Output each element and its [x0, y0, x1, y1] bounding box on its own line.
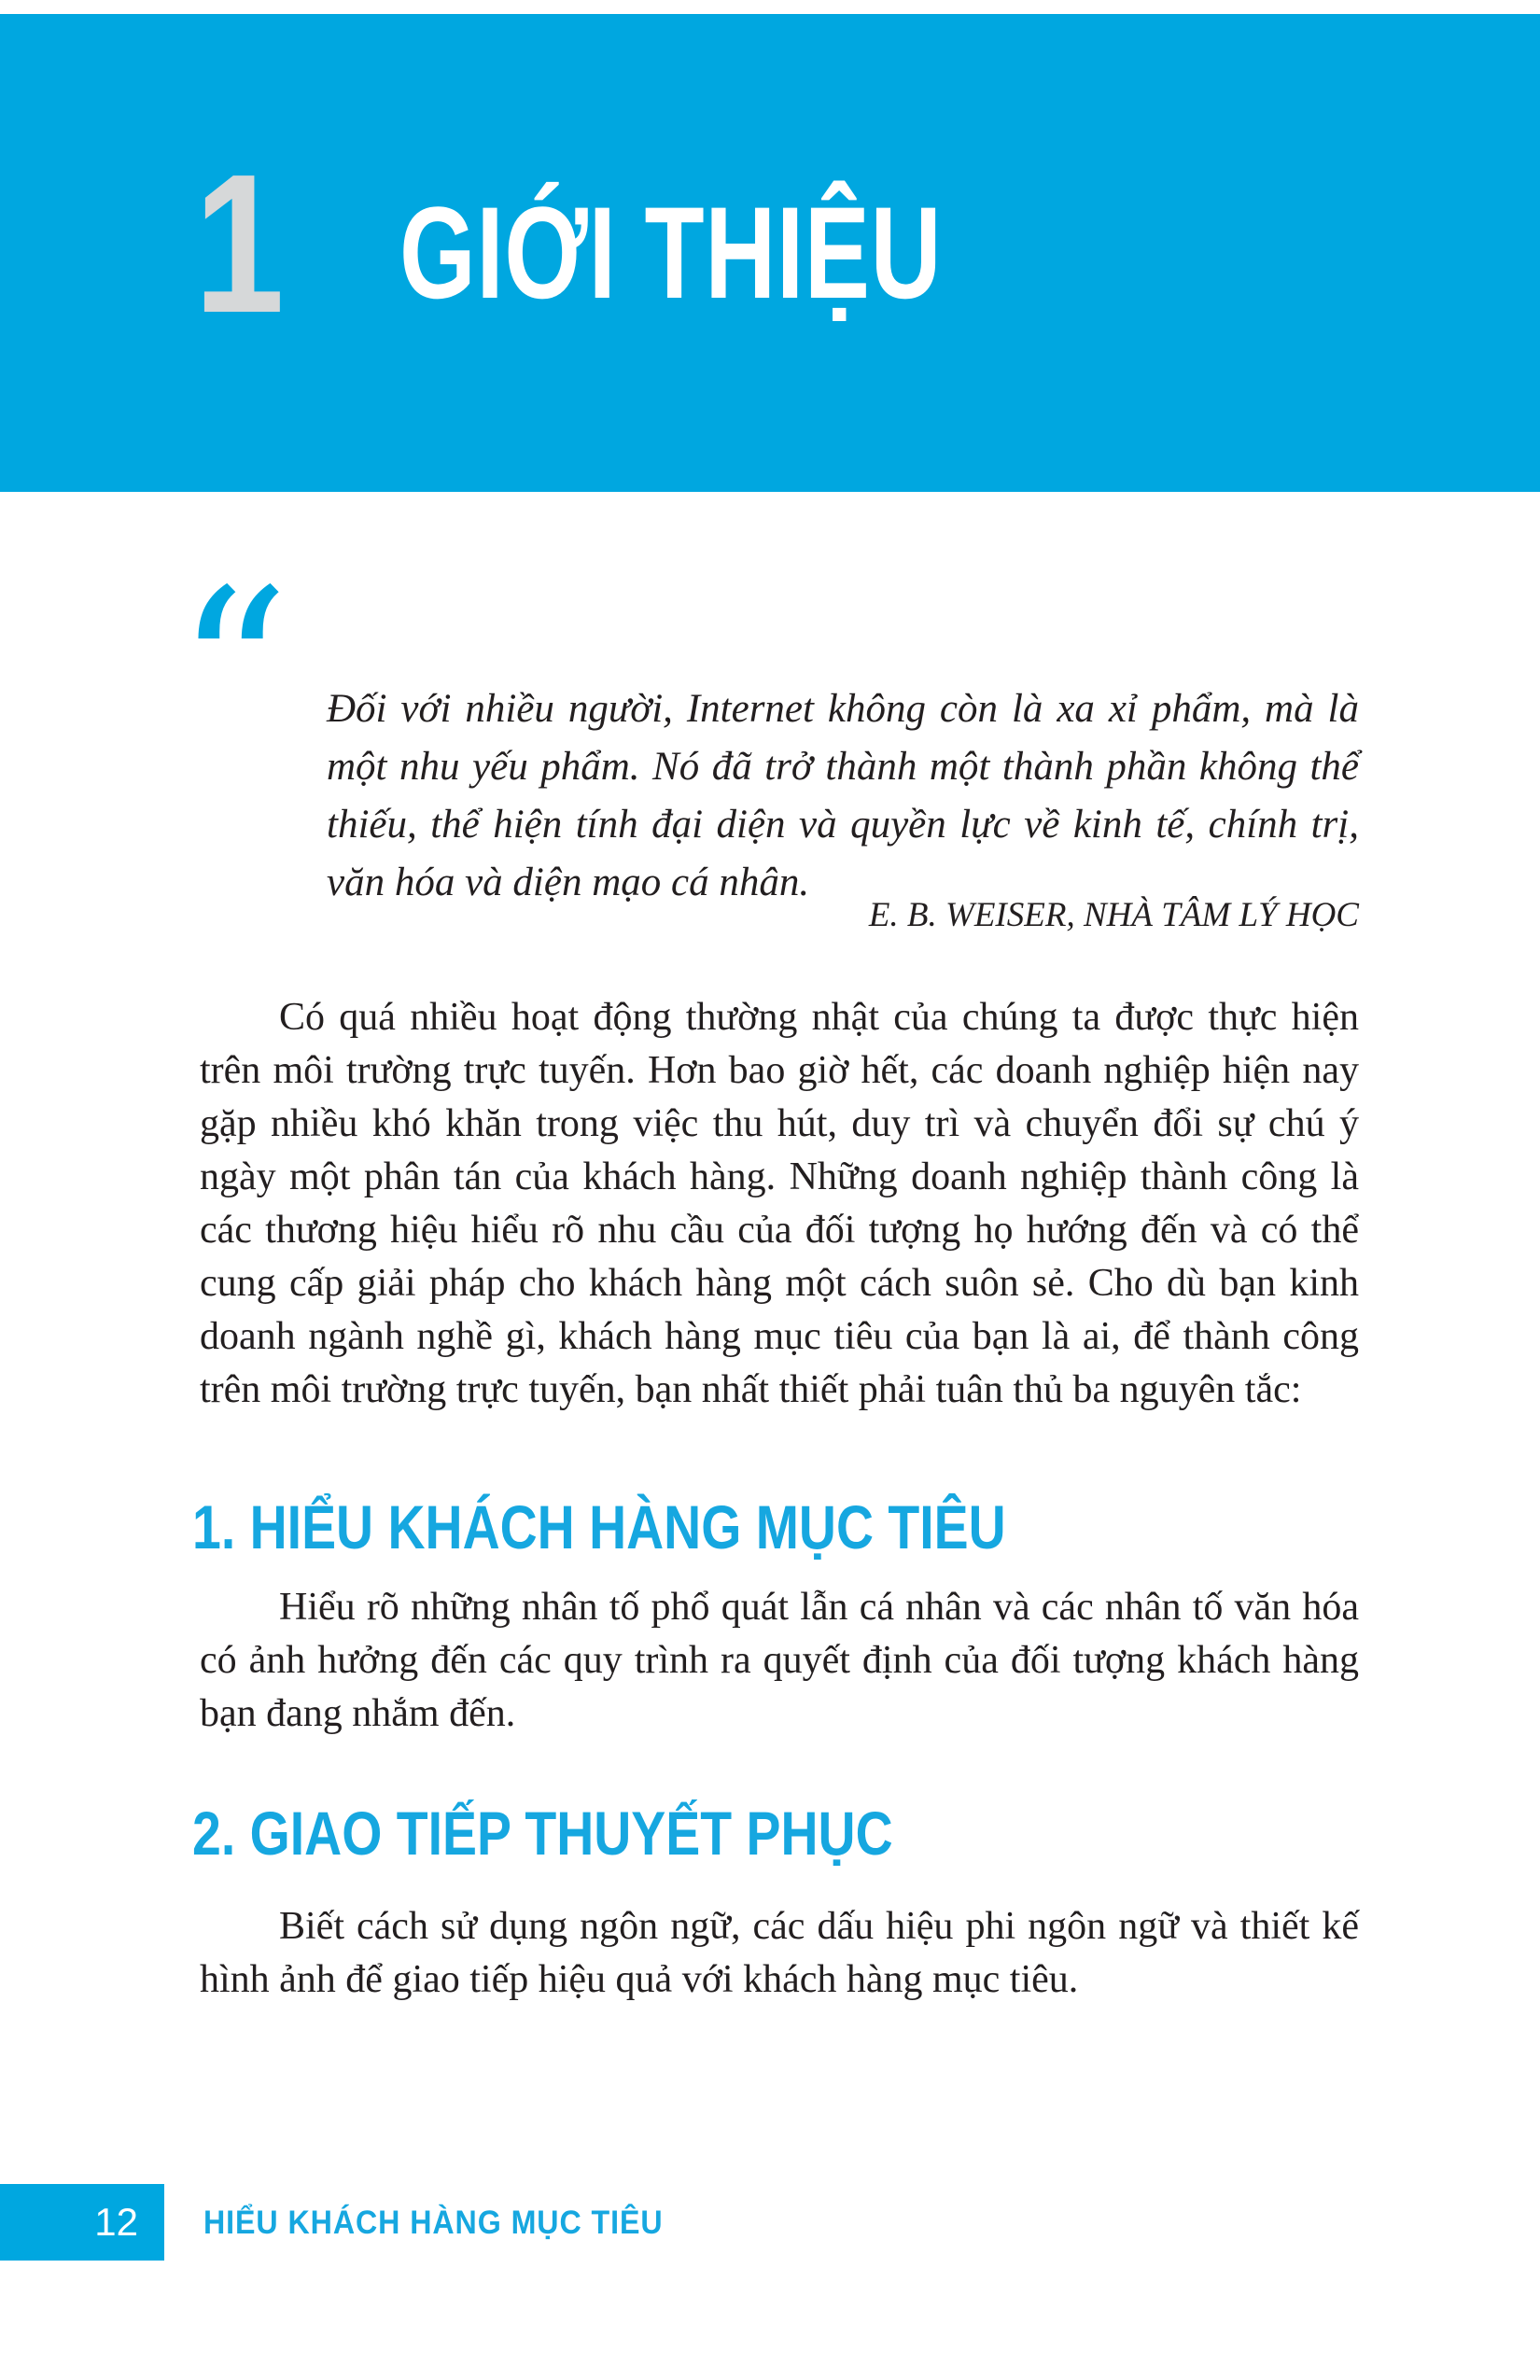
epigraph-text: Đối với nhiều người, Internet không còn là xa xỉ phẩm, mà là một nhu yếu phẩm. Nó đã trở thành một thành phần không thể thiếu, thể hiện tính đại diện và quyền lực về kinh tế, chính trị, văn hóa và diện mạo cá nhân.	[327, 687, 1359, 904]
open-quote-icon: “	[175, 541, 290, 803]
intro-paragraph: Có quá nhiều hoạt động thường nhật của chúng ta được thực hiện trên môi trường trực tuyến. Hơn bao giờ hết, các doanh nghiệp hiện nay gặp nhiều khó khăn trong việc thu hút, duy trì và chuyển đổi sự chú ý ngày một phân tán của khách hàng. Những doanh nghiệp thành công là các thương hiệu hiểu rõ nhu cầu của đối tượng họ hướng đến và có thể cung cấp giải pháp cho khách hàng một cách suôn sẻ. Cho dù bạn kinh doanh ngành nghề gì, khách hàng mục tiêu của bạn là ai, để thành công trên môi trường trực tuyến, bạn nhất thiết phải tuân thủ ba nguyên tắc:	[200, 996, 1359, 1411]
chapter-number: 1	[194, 133, 285, 354]
running-title: HIỂU KHÁCH HÀNG MỤC TIÊU	[203, 2205, 664, 2241]
section-heading-1: 1. HIỂU KHÁCH HÀNG MỤC TIÊU	[192, 1491, 1006, 1561]
section-heading-2: 2. GIAO TIẾP THUYẾT PHỤC	[192, 1798, 893, 1868]
chapter-title: GIỚI THIỆU	[399, 179, 943, 326]
section-body-2: Biết cách sử dụng ngôn ngữ, các dấu hiệu phi ngôn ngữ và thiết kế hình ảnh để giao tiếp hiệu quả với khách hàng mục tiêu.	[200, 1905, 1359, 2001]
section-body-1: Hiểu rõ những nhân tố phổ quát lẫn cá nhân và các nhân tố văn hóa có ảnh hưởng đến các quy trình ra quyết định của đối tượng khách hàng bạn đang nhắm đến.	[200, 1586, 1359, 1735]
epigraph-attribution: E. B. WEISER, NHÀ TÂM LÝ HỌC	[868, 896, 1359, 934]
page-number-badge: 12	[0, 2184, 164, 2261]
chapter-banner	[0, 14, 1540, 492]
